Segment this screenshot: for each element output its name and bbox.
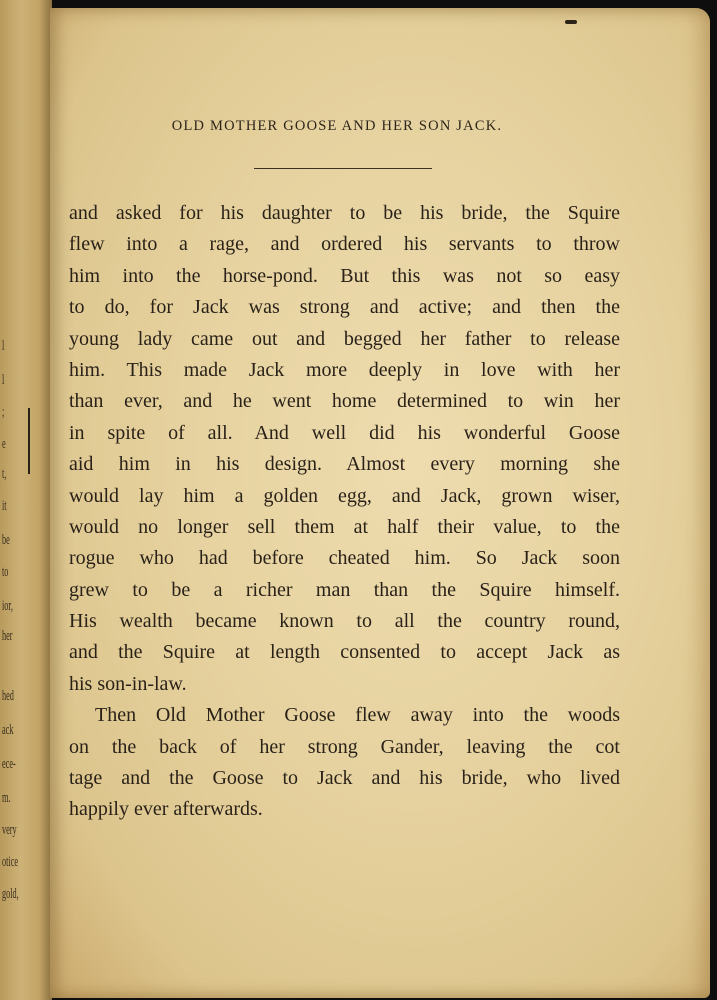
previous-page-fragment: ior, xyxy=(2,598,13,614)
body-text xyxy=(69,198,620,826)
text-line: him into the horse-pond. But this was not so easy xyxy=(69,264,620,287)
text-line: rogue who had before cheated him. So Jack soon xyxy=(69,547,620,570)
text-line: him. This made Jack more deeply in love with her xyxy=(69,358,620,381)
previous-page-margin-line xyxy=(28,408,30,474)
previous-page-fragment: ece- xyxy=(2,756,16,772)
text-line: young lady came out and begged her father to release xyxy=(69,327,620,350)
text-line: Then Old Mother Goose flew away into the woods xyxy=(95,704,620,727)
previous-page-fragment: l xyxy=(2,338,5,354)
previous-page-fragment: gold, xyxy=(2,886,19,902)
previous-page-fragment: m. xyxy=(2,790,11,806)
header-rule xyxy=(254,168,432,169)
text-line: would lay him a golden egg, and Jack, grown wiser, xyxy=(69,484,620,507)
text-line: His wealth became known to all the country round, xyxy=(69,610,620,633)
previous-page-fragment: t, xyxy=(2,466,7,482)
text-line: grew to be a richer man than the Squire himself. xyxy=(69,578,620,601)
text-line: and the Squire at length consented to accept Jack as xyxy=(69,641,620,664)
text-line: tage and the Goose to Jack and his bride, who lived xyxy=(69,767,620,790)
previous-page-fragment: to xyxy=(2,564,9,580)
text-line: in spite of all. And well did his wonderful Goose xyxy=(69,421,620,444)
previous-page-fragment: ; xyxy=(2,404,5,420)
previous-page-fragment: ack xyxy=(2,722,14,738)
previous-page-fragment: l xyxy=(2,372,5,388)
previous-page-fragment: it xyxy=(2,498,7,514)
text-line: to do, for Jack was strong and active; and then the xyxy=(69,296,620,319)
previous-page-fragment: e xyxy=(2,436,6,452)
previous-page-fragment: otice xyxy=(2,854,19,870)
book-page xyxy=(50,8,710,998)
text-line: on the back of her strong Gander, leaving the cot xyxy=(69,735,620,758)
text-line: happily ever afterwards. xyxy=(69,798,263,821)
ink-smudge xyxy=(565,20,577,24)
previous-page-fragment: her xyxy=(2,628,13,644)
text-line: than ever, and he went home determined to win her xyxy=(69,390,620,413)
text-line: his son-in-law. xyxy=(69,672,187,695)
previous-page-fragment: hed xyxy=(2,688,14,704)
text-line: aid him in his design. Almost every morning she xyxy=(69,453,620,476)
running-head: OLD MOTHER GOOSE AND HER SON JACK. xyxy=(171,118,503,134)
previous-page-fragment: be xyxy=(2,532,10,548)
previous-page-edge xyxy=(0,0,52,1000)
text-line: flew into a rage, and ordered his servants to throw xyxy=(69,233,620,256)
previous-page-fragment: very xyxy=(2,822,17,838)
text-line: and asked for his daughter to be his bride, the Squire xyxy=(69,202,620,224)
text-line: would no longer sell them at half their value, to the xyxy=(69,515,620,538)
